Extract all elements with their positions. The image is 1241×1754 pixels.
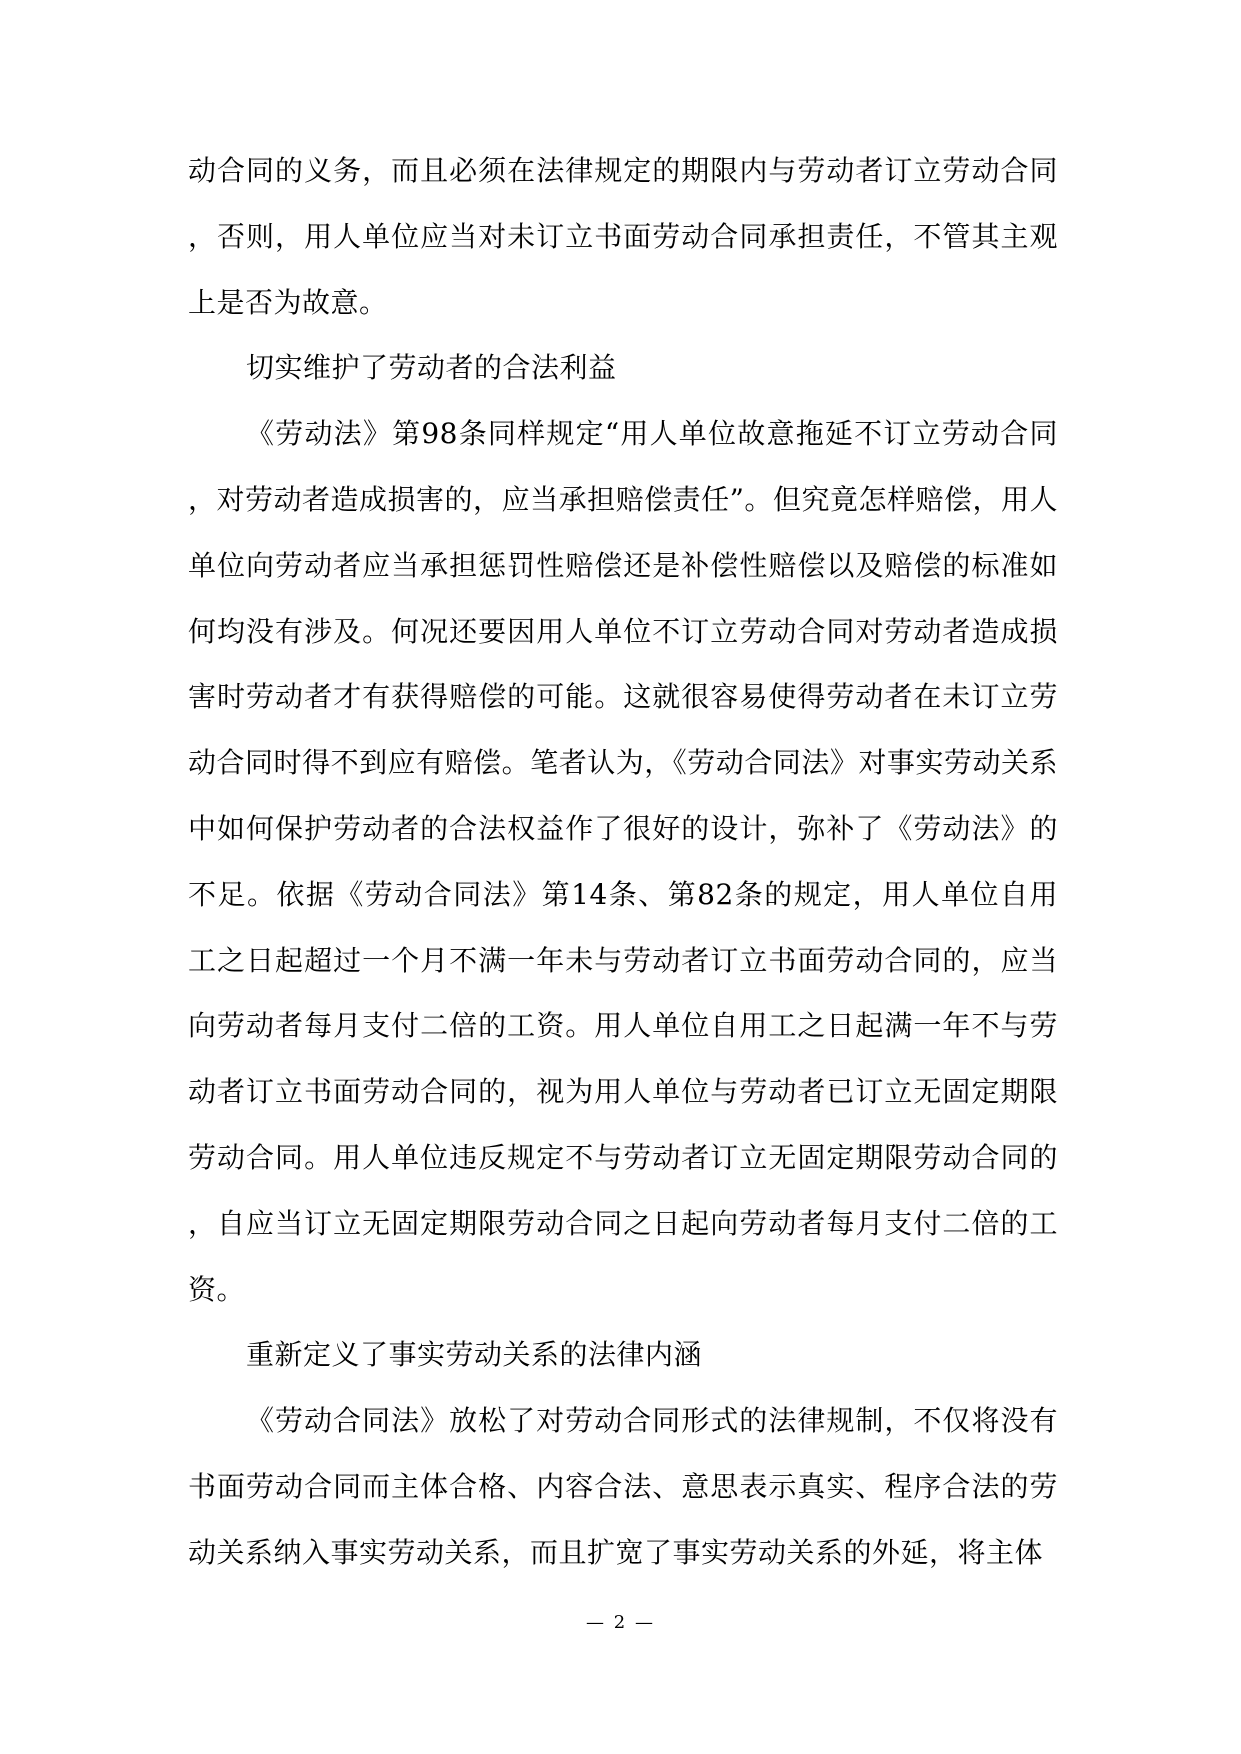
paragraph-2: 《劳动法》第98条同样规定“用人单位故意拖延不订立劳动合同，对劳动者造成损害的，应当承担赔偿责任”。但究竟怎样赔偿，用人单位向劳动者应当承担惩罚性赔偿还是补偿性赔偿以及赔偿的标准如何均没有涉及。何况还要因用人单位不订立劳动合同对劳动者造成损害时劳动者才有获得赔偿的可能。这就很容易使得劳动者在未订立劳动合同时得不到应有赔偿。笔者认为，《劳动合同法》对事实劳动关系中如何保护劳动者的合法权益作了很好的设计，弥补了《劳动法》的不足。依据《劳动合同法》第14条、第82条的规定，用人单位自用工之日起超过一个月不满一年未与劳动者订立书面劳动合同的，应当向劳动者每月支付二倍的工资。用人单位自用工之日起满一年不与劳动者订立书面劳动合同的，视为用人单位与劳动者已订立无固定期限劳动合同。用人单位违反规定不与劳动者订立无固定期限劳动合同的，自应当订立无固定期限劳动合同之日起向劳动者每月支付二倍的工资。 <box>188 417 1058 1306</box>
document-body <box>188 138 1058 1586</box>
section-heading-protect-rights: 切实维护了劳动者的合法利益 <box>246 351 617 385</box>
paragraph-3: 《劳动合同法》放松了对劳动合同形式的法律规制，不仅将没有书面劳动合同而主体合格、内容合法、意思表示真实、程序合法的劳动关系纳入事实劳动关系，而且扩宽了事实劳动关系的外延，将主体 <box>188 1404 1058 1569</box>
paragraph-1: 动合同的义务，而且必须在法律规定的期限内与劳动者订立劳动合同，否则，用人单位应当对未订立书面劳动合同承担责任，不管其主观上是否为故意。 <box>188 154 1058 319</box>
section-heading-redefine-relationship: 重新定义了事实劳动关系的法律内涵 <box>246 1338 703 1372</box>
page-number: — 2 — <box>586 1612 655 1633</box>
